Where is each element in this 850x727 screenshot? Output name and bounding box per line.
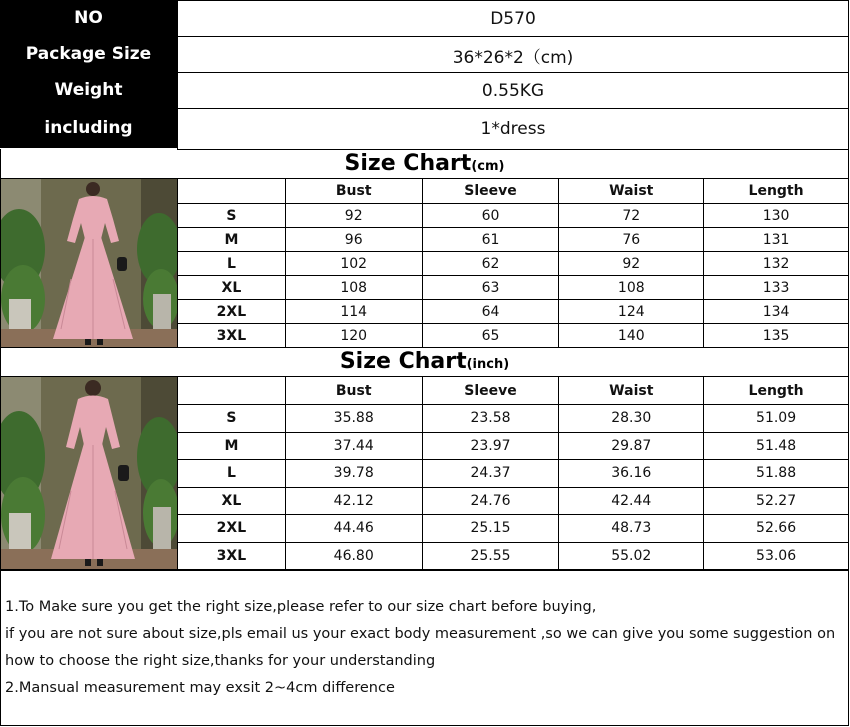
table-header-row [1, 179, 849, 204]
sleeve-cell: 62 [422, 252, 559, 276]
header-blank [178, 377, 286, 405]
dress-photo-illustration [1, 377, 177, 569]
bust-cell: 120 [285, 324, 422, 348]
header-sleeve: Sleeve [422, 377, 559, 405]
size-cell: S [178, 204, 286, 228]
sleeve-cell: 64 [422, 300, 559, 324]
note-line: how to choose the right size,thanks for your understanding [5, 653, 436, 669]
header-waist: Waist [559, 377, 704, 405]
sleeve-cell: 24.37 [422, 460, 559, 488]
waist-cell: 28.30 [559, 405, 704, 433]
note-line: 2.Mansual measurement may exsit 2~4cm difference [5, 680, 395, 696]
length-cell: 132 [704, 252, 849, 276]
waist-cell: 36.16 [559, 460, 704, 488]
no-label: NO [0, 0, 177, 36]
size-cell: 2XL [178, 300, 286, 324]
size-cell: L [178, 252, 286, 276]
waist-cell: 48.73 [559, 515, 704, 543]
waist-cell: 140 [559, 324, 704, 348]
no-value: D570 [177, 0, 849, 37]
sleeve-cell: 61 [422, 228, 559, 252]
size-chart-cm-unit: (cm) [471, 159, 505, 174]
bust-cell: 102 [285, 252, 422, 276]
size-table-cm [0, 178, 849, 348]
length-cell: 130 [704, 204, 849, 228]
length-cell: 131 [704, 228, 849, 252]
including-label: including [0, 108, 177, 148]
dress-photo-illustration [1, 179, 177, 347]
waist-cell: 124 [559, 300, 704, 324]
size-chart-inch-unit: (inch) [466, 357, 510, 372]
product-photo-cm [1, 179, 178, 348]
length-cell: 135 [704, 324, 849, 348]
info-row-weight [0, 72, 849, 108]
length-cell: 133 [704, 276, 849, 300]
size-cell: XL [178, 487, 286, 515]
bust-cell: 108 [285, 276, 422, 300]
bust-cell: 44.46 [285, 515, 422, 543]
waist-cell: 55.02 [559, 542, 704, 570]
size-cell: M [178, 228, 286, 252]
length-cell: 51.88 [704, 460, 849, 488]
info-row-including [0, 108, 849, 148]
length-cell: 134 [704, 300, 849, 324]
sleeve-cell: 60 [422, 204, 559, 228]
product-info [0, 0, 849, 148]
package-size-value: 36*26*2（cm) [177, 36, 849, 73]
bust-cell: 37.44 [285, 432, 422, 460]
length-cell: 52.27 [704, 487, 849, 515]
length-cell: 51.09 [704, 405, 849, 433]
waist-cell: 108 [559, 276, 704, 300]
info-row-no [0, 0, 849, 36]
waist-cell: 76 [559, 228, 704, 252]
note-line: 1.To Make sure you get the right size,please refer to our size chart before buying, [5, 599, 597, 615]
waist-cell: 42.44 [559, 487, 704, 515]
size-cell: XL [178, 276, 286, 300]
sleeve-cell: 65 [422, 324, 559, 348]
bust-cell: 42.12 [285, 487, 422, 515]
bust-cell: 39.78 [285, 460, 422, 488]
sleeve-cell: 23.58 [422, 405, 559, 433]
size-cell: 3XL [178, 542, 286, 570]
length-cell: 51.48 [704, 432, 849, 460]
length-cell: 52.66 [704, 515, 849, 543]
sleeve-cell: 63 [422, 276, 559, 300]
size-cell: 2XL [178, 515, 286, 543]
bust-cell: 35.88 [285, 405, 422, 433]
info-row-package [0, 36, 849, 72]
header-bust: Bust [285, 179, 422, 204]
waist-cell: 92 [559, 252, 704, 276]
header-length: Length [704, 179, 849, 204]
table-header-row [1, 377, 849, 405]
header-sleeve: Sleeve [422, 179, 559, 204]
header-bust: Bust [285, 377, 422, 405]
bust-cell: 114 [285, 300, 422, 324]
bust-cell: 96 [285, 228, 422, 252]
header-blank [178, 179, 286, 204]
size-chart-cm-title [0, 149, 849, 179]
size-notes [0, 570, 849, 726]
header-length: Length [704, 377, 849, 405]
package-size-label: Package Size [0, 36, 177, 72]
weight-label: Weight [0, 72, 177, 108]
size-cell: L [178, 460, 286, 488]
header-waist: Waist [559, 179, 704, 204]
length-cell: 53.06 [704, 542, 849, 570]
waist-cell: 72 [559, 204, 704, 228]
sleeve-cell: 23.97 [422, 432, 559, 460]
product-photo-inch [1, 377, 178, 570]
size-cell: 3XL [178, 324, 286, 348]
size-chart-inch-title-text: Size Chart [339, 349, 467, 374]
note-line: if you are not sure about size,pls email us your exact body measurement ,so we can give you some suggestion on [5, 626, 836, 642]
weight-value: 0.55KG [177, 72, 849, 109]
size-chart-cm-title-text: Size Chart [344, 151, 472, 176]
size-chart-inch-title [0, 347, 849, 377]
bust-cell: 92 [285, 204, 422, 228]
sleeve-cell: 25.15 [422, 515, 559, 543]
waist-cell: 29.87 [559, 432, 704, 460]
size-cell: S [178, 405, 286, 433]
size-cell: M [178, 432, 286, 460]
size-table-inch [0, 376, 849, 570]
including-value: 1*dress [177, 108, 849, 150]
sleeve-cell: 25.55 [422, 542, 559, 570]
sleeve-cell: 24.76 [422, 487, 559, 515]
bust-cell: 46.80 [285, 542, 422, 570]
